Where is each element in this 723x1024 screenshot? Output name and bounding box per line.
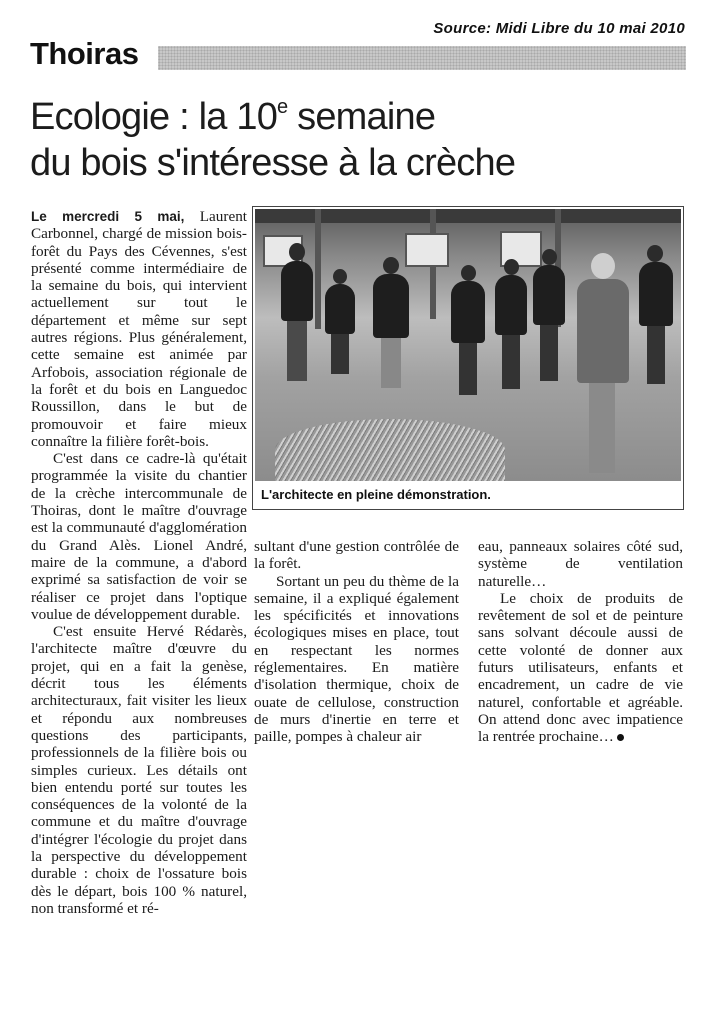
section-kicker: Thoiras: [30, 36, 139, 71]
paragraph: [31, 208, 247, 450]
source-line: Source: Midi Libre du 10 mai 2010: [433, 20, 685, 37]
photo-caption: L'architecte en pleine démonstration.: [261, 487, 491, 502]
article-photo-frame: [252, 206, 684, 510]
headline-line2: du bois s'intéresse à la crèche: [30, 142, 516, 184]
headline-part1: Ecologie : la 10: [30, 96, 278, 138]
paragraph-text: Laurent Carbonnel, chargé de mission bois-forêt du Pays des Cévennes, s'est présenté comme intermédiaire de la semaine du bois, qui intervient actuellement sur tout le département et même sur sept autres régions. Plus généralement, cette semaine est animée par Arfobois, association régionale de la forêt et du bois en Languedoc Roussillon, dans le but de promouvoir et faire mieux connaître la filière forêt-bois.: [31, 208, 248, 450]
paragraph: sultant d'une gestion contrôlée de la forêt.: [254, 538, 459, 573]
paragraph-text: Le choix de produits de revêtement de sol et de peinture sans solvant découle aussi de cette volonté de donner aux futurs utilisateurs, enfants et encadrement, un cadre de vie naturel, confortable et agréable. On attend donc avec impatience la rentrée prochaine…: [478, 589, 683, 746]
end-mark-icon: [617, 734, 624, 741]
article-column-3: [478, 538, 683, 746]
article-column-2: [254, 538, 459, 746]
straw-pile: [275, 419, 505, 481]
paragraph: Sortant un peu du thème de la semaine, il a expliqué également les spécificités et innovations écologiques mises en place, tout en respectant les normes réglementaires. En matière d'isolation thermique, choix de ouate de cellulose, construction de murs d'inertie en terre et paille, pompes à chaleur air: [254, 572, 459, 746]
section-header: [30, 38, 686, 72]
lead-in: Le mercredi 5 mai,: [31, 209, 185, 224]
paragraph: [478, 590, 683, 746]
article-photo: [255, 209, 681, 481]
headline-superscript: e: [277, 96, 288, 118]
article-column-1: [31, 208, 247, 917]
paragraph: eau, panneaux solaires côté sud, système de ventilation naturelle…: [478, 538, 683, 590]
kicker-rule: [158, 46, 686, 70]
headline: [30, 94, 700, 186]
paragraph: C'est dans ce cadre-là qu'était programmée la visite du chantier de la crèche intercommunale de Thoiras, dont le maître d'ouvrage est la communauté d'agglomération du Grand Alès. Lionel André, maire de la commune, a d'abord exprimé sa satisfaction de voir se réaliser ce projet dans l'optique voulue de développement durable.: [31, 450, 247, 623]
headline-part2: semaine: [287, 96, 436, 138]
paragraph: C'est ensuite Hervé Rédarès, l'architecte maître d'œuvre du projet, qui en a fait la genèse, décrit tous les éléments architecturaux, fait visiter les lieux et répondu aux nombreuses questions des participants, professionnels de la filière bois ou simples curieux. Les détails ont bien entendu porté sur toutes les conséquences de la volonté de la commune et du maître d'ouvrage d'intégrer l'écologie du projet dans la perspective du développement durable : choix de l'ossature bois dès le départ, bois 100 % naturel, non transformé et ré-: [31, 623, 247, 917]
